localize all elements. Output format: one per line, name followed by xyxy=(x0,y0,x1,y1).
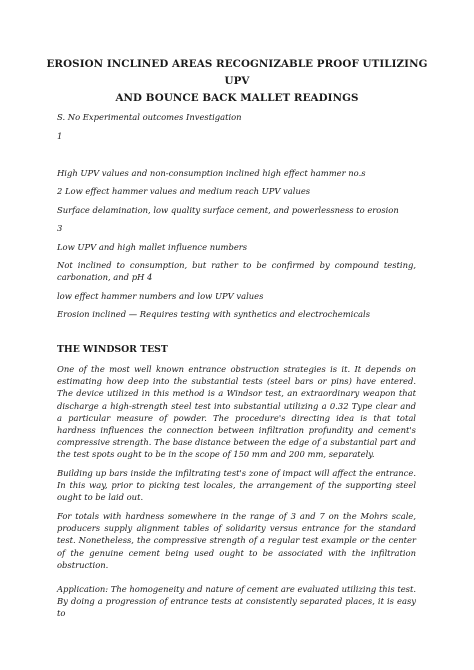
erosion-line: Erosion inclined — Requires testing with synthetics and electrochemicals xyxy=(57,309,370,319)
title-line-2: AND BOUNCE BACK MALLET READINGS xyxy=(115,92,359,104)
outcome-line-3: Low UPV and high mallet influence numbers xyxy=(57,242,248,252)
low-effect-line: low effect hammer numbers and low UPV values xyxy=(57,291,264,301)
row-number-1: 1 xyxy=(57,131,63,141)
carbonation-line: Not inclined to consumption, but rather to be confirmed by compound testing, carbonation, and pH 4 xyxy=(57,260,416,283)
paragraph-2: Building up bars inside the infiltrating test's zone of impact will affect the entrance. In this way, prior to picking test locales, the arrangement of the supporting steel ought to be laid out. xyxy=(57,468,416,503)
row-number-3: 3 xyxy=(57,223,63,233)
paragraph-1: One of the most well known entrance obstruction strategies is it. It depends on estimating how deep into the substantial tests (steel bars or pins) have entered. The device utilized in this method is a Windsor test, an extraordinary weapon that discharge a high-strength steel test into substantial utilizing a 0.32 Type clear and a particular measure of powder. The procedure's directing idea is that total hardness influences the connection between infiltration profundity and cement's compressive strength. The base distance between the edge of a substantial part and the test spots ought to be in the scope of 150 mm and 200 mm, separately. xyxy=(57,364,416,460)
paragraph-4: Application: The homogeneity and nature of cement are evaluated utilizing this test. By doing a progression of entrance tests at consistently separated places, it is easy to xyxy=(57,584,416,619)
paragraph-3: For totals with hardness somewhere in the range of 3 and 7 on the Mohrs scale, producers supply alignment tables of solidarity versus entrance for the standard test. Nonetheless, the compressive strength of a regular test example or the center of the genuine cement being used ought to be associated with the infiltration obstruction. xyxy=(57,511,416,570)
outcome-line: High UPV values and non-consumption inclined high effect hammer no.s xyxy=(57,168,366,178)
row-2-line: 2 Low effect hammer values and medium reach UPV values xyxy=(57,186,311,196)
document-title xyxy=(40,56,434,107)
investigation-line: Surface delamination, low quality surface cement, and powerlessness to erosion xyxy=(57,205,399,215)
title-line-1: EROSION INCLINED AREAS RECOGNIZABLE PROOF UTILIZING UPV xyxy=(46,58,428,87)
table-header-line: S. No Experimental outcomes Investigation xyxy=(57,112,242,122)
section-heading: THE WINDSOR TEST xyxy=(57,344,168,355)
